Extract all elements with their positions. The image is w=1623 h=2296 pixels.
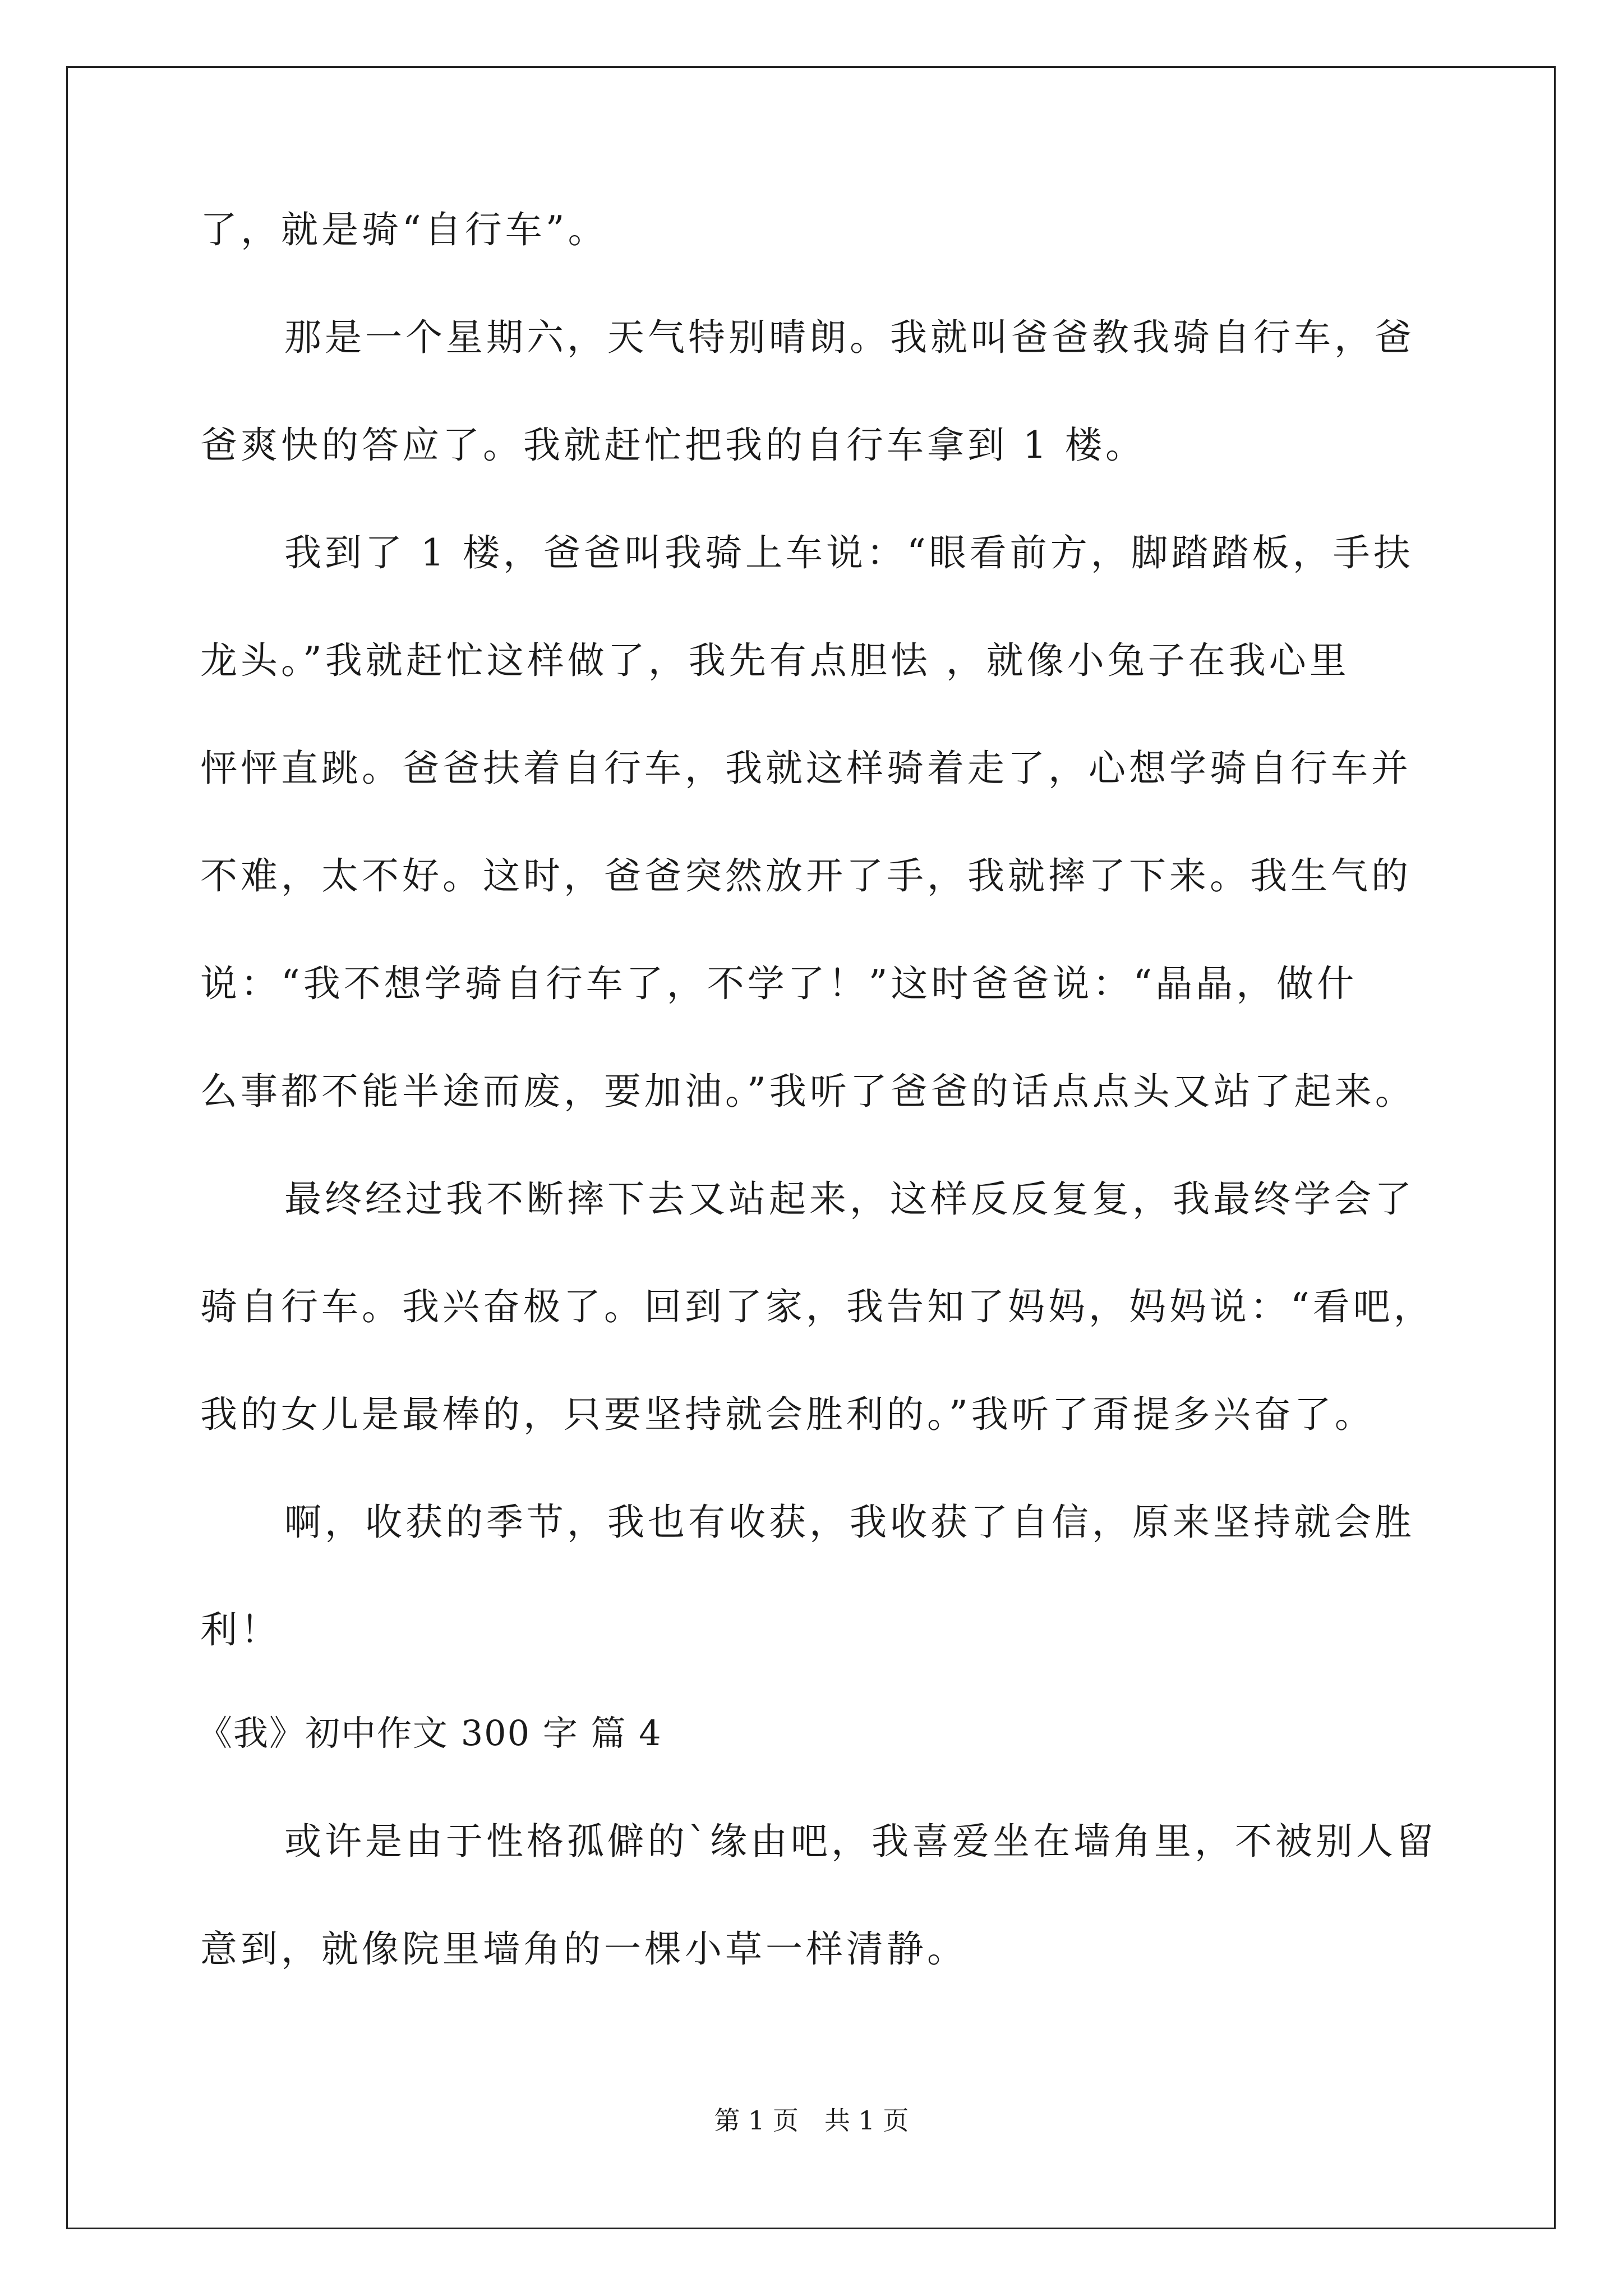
text-line: 我到了 1 楼，爸爸叫我骑上车说：“眼看前方，脚踏踏板，手扶 bbox=[284, 531, 1414, 574]
text-line: 说：“我不想学骑自行车了，不学了！”这时爸爸说：“晶晶，做什 bbox=[200, 962, 1358, 1005]
text-line: 那是一个星期六，天气特别晴朗。我就叫爸爸教我骑自行车，爸 bbox=[284, 316, 1415, 359]
section-heading: 《我》初中作文 300 字 篇 4 bbox=[197, 1713, 662, 1754]
text-line: 么事都不能半途而废，要加油。”我听了爸爸的话点点头又站了起来。 bbox=[200, 1070, 1415, 1113]
text-line: 龙头。”我就赶忙这样做了，我先有点胆怯 ，就像小兔子在我心里 bbox=[200, 639, 1350, 682]
text-line: 啊，收获的季节，我也有收获，我收获了自信，原来坚持就会胜 bbox=[284, 1501, 1415, 1544]
text-line: 或许是由于性格孤僻的`缘由吧，我喜爱坐在墙角里，不被别人留 bbox=[284, 1820, 1437, 1863]
text-line: 骑自行车。我兴奋极了。回到了家，我告知了妈妈，妈妈说：“看吧， bbox=[200, 1285, 1434, 1328]
text-line: 不难，太不好。这时，爸爸突然放开了手，我就摔了下来。我生气的 bbox=[200, 854, 1412, 898]
text-line: 最终经过我不断摔下去又站起来，这样反反复复，我最终学会了 bbox=[284, 1177, 1415, 1221]
text-line: 意到，就像院里墙角的一棵小草一样清静。 bbox=[200, 1927, 967, 1971]
text-line: 怦怦直跳。爸爸扶着自行车，我就这样骑着走了，心想学骑自行车并 bbox=[200, 747, 1412, 790]
text-line: 我的女儿是最棒的，只要坚持就会胜利的。”我听了甭提多兴奋了。 bbox=[200, 1393, 1375, 1436]
page-border bbox=[66, 66, 1556, 2229]
page-number-footer: 第 1 页 共 1 页 bbox=[714, 2105, 909, 2136]
text-line: 利！ bbox=[200, 1608, 281, 1651]
text-line: 了，就是骑“自行车”。 bbox=[200, 208, 608, 251]
text-line: 爸爽快的答应了。我就赶忙把我的自行车拿到 1 楼。 bbox=[200, 424, 1146, 467]
